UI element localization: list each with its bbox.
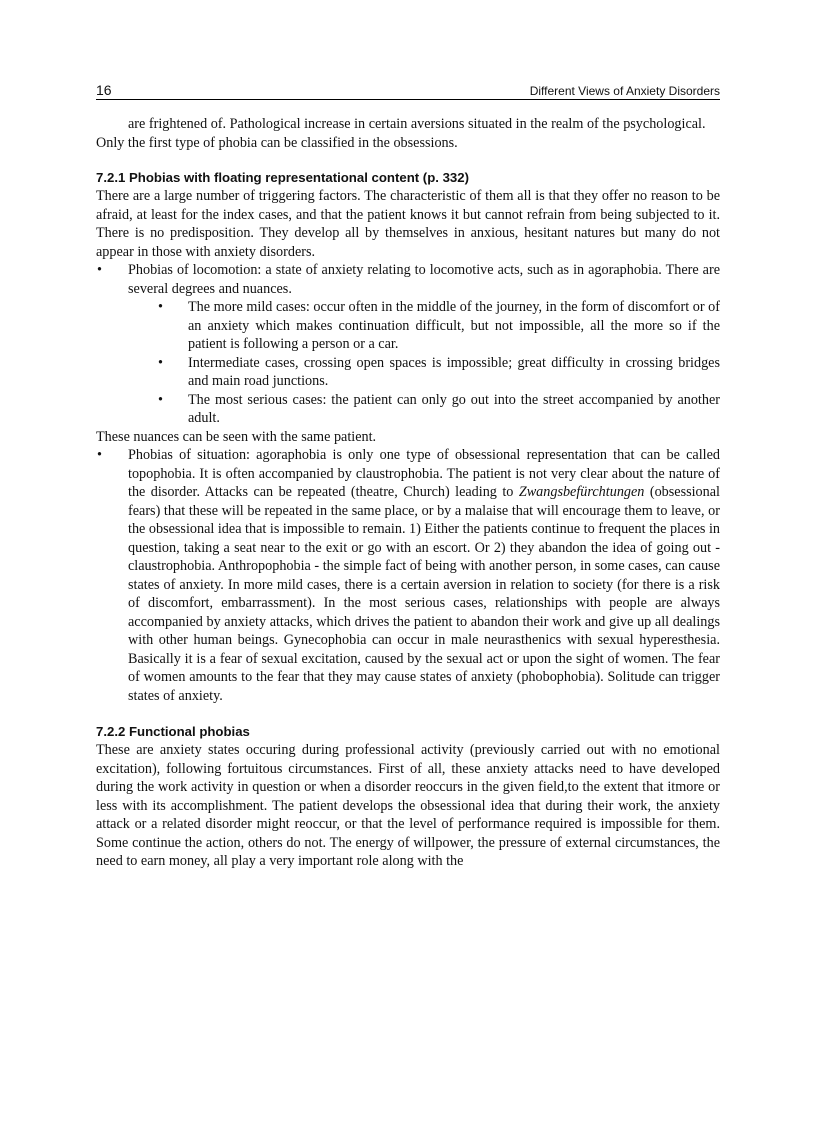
locomotion-text: Phobias of locomotion: a state of anxiety relating to locomotive acts, such as in agoraphobia. There are several degrees and nuances. bbox=[128, 262, 720, 297]
list-item: • The most serious cases: the patient can only go out into the street accompanied by another adult. bbox=[158, 391, 720, 428]
intro-note: Only the first type of phobia can be classified in the obsessions. bbox=[96, 134, 458, 151]
page-header bbox=[96, 78, 720, 100]
running-title: Different Views of Anxiety Disorders bbox=[529, 84, 720, 98]
situation-list bbox=[96, 446, 720, 705]
page-body bbox=[96, 115, 720, 871]
german-term: Zwangsbefürchtungen bbox=[518, 484, 645, 500]
phobia-list bbox=[96, 261, 720, 428]
page-number: 16 bbox=[96, 82, 112, 98]
section-heading-7-2-1: 7.2.1 Phobias with floating representational content (p. 332) bbox=[96, 170, 469, 185]
section-paragraph: There are a large number of triggering factors. The characteristic of them all is that they offer no reason to be afraid, at least for the index cases, and that the patient knows it but cannot refrain from being subjected to it. There is no predisposition. They develop all by themselves in anxious, hesitant natures but many do not appear in those with anxiety disorders. bbox=[96, 188, 720, 260]
document-page bbox=[96, 78, 720, 871]
degree-list bbox=[128, 298, 720, 428]
continued-item: are frightened of. Pathological increase in certain aversions situated in the realm of the psychological. bbox=[128, 116, 706, 132]
list-item-locomotion bbox=[96, 261, 720, 428]
section-paragraph-functional: These are anxiety states occuring during professional activity (previously carried out with no emotional excitation), following fortuitous circumstances. First of all, these anxiety attacks need to have developed during the work activity in question or when a disorder reoccurs in the given field,to the extent that itmore or less with its accomplishment. The patient develops the obsessional idea that during their work, the anxiety attack or a related disorder might reoccur, or that the level of performance required is impossible for them. Some continue the action, others do not. The energy of willpower, the pressure of external circumstances, the need to earn money, all play a very important role along with the bbox=[96, 742, 720, 869]
section-heading-7-2-2: 7.2.2 Functional phobias bbox=[96, 724, 250, 739]
nuances-note: These nuances can be seen with the same patient. bbox=[96, 428, 377, 445]
list-item: • Intermediate cases, crossing open spaces is impossible; great difficulty in crossing bridges and main road junctions. bbox=[158, 354, 720, 391]
list-item-situation bbox=[96, 446, 720, 705]
list-item: • The more mild cases: occur often in the middle of the journey, in the form of discomfort or of an anxiety which makes continuation difficult, but not impossible, all the more so if the patient is following a person or a car. bbox=[158, 298, 720, 354]
situation-text-part1: Phobias of situation: agoraphobia is only one type of obsessional representation that can be called topophobia. It is often accompanied by claustrophobia. The patient is not very clear about the nature of the disorder. Attacks can be repeated (theatre, Church) leading to bbox=[128, 447, 720, 500]
situation-text-part2: (obsessional fears) that these will be repeated in the same place, or by a malaise that will encourage them to leave, or the obsessional idea that is impossible to remain. 1) Either the patients continue to frequent the places in question, taking a seat near to the exit or go with an escort. Or 2) they abandon the idea of going out - claustrophobia. Anthropophobia - the simple fact of being with another person, in some cases, can cause states of anxiety. In more mild cases, there is a certain aversion in relation to society (for there is a risk of discomfort, embarrassment). In the most serious cases, relationships with people are always accompanied by anxiety attacks, which drives the patient to abandon their work and give up all dealings with other human beings. Gynecophobia can occur in male neurasthenics with sexual hyperesthesia. Basically it is a fear of sexual excitation, caused by the sexual act or upon the sight of women. The fear of women amounts to the fear that they may cause states of anxiety (phobophobia). Solitude can trigger states of anxiety. bbox=[128, 484, 720, 704]
